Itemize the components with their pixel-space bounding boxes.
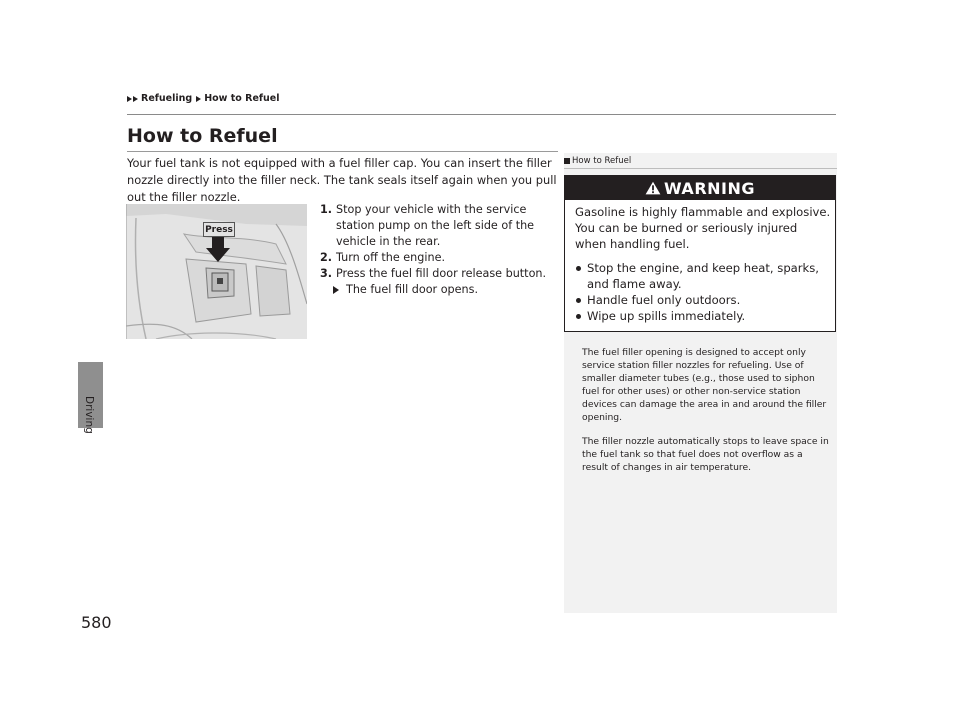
breadcrumb-item[interactable]: How to Refuel [204,93,280,104]
note-paragraph: The fuel filler opening is designed to accept only service station filler nozzles for refueling. Use of smaller diameter tubes (e.g., those used to siphon fuel for other uses) or other non-service station devices can damage the area in and around the filler opening. [582,347,827,423]
result-arrow-icon [333,286,339,294]
chapter-label: Driving [83,396,95,434]
breadcrumb-arrow-icon [133,96,138,102]
breadcrumb-arrow-icon [127,96,132,102]
bullet-icon [576,298,581,303]
step-text: Turn off the engine. [336,251,446,264]
title-rule [127,151,558,152]
press-callout: Press [203,222,235,237]
sidebar-rule [564,168,837,169]
step-text: Stop your vehicle with the service station pump on the left side of the vehicle in the rear. [336,203,535,248]
page-title: How to Refuel [127,125,278,147]
bullet-icon [576,266,581,271]
warning-box [564,175,836,332]
header-rule [127,114,836,115]
step-result-text: The fuel fill door opens. [346,283,479,296]
note-paragraph: The filler nozzle automatically stops to leave space in the fuel tank so that fuel does not overflow as a result of changes in air temperature. [582,436,829,473]
page-number: 580 [81,613,112,632]
step-number: 2. [320,251,333,264]
bullet-icon [576,314,581,319]
step-text: Press the fuel fill door release button. [336,267,547,280]
warning-list-item: Wipe up spills immediately. [575,308,831,324]
warning-text: Gasoline is highly flammable and explosive. You can be burned or seriously injured when handling fuel. [575,205,831,251]
step-number: 1. [320,203,333,216]
warning-list-item: Stop the engine, and keep heat, sparks, and flame away. [575,260,831,292]
breadcrumb-item[interactable]: Refueling [141,93,193,104]
sidebar-notes [582,346,830,485]
warning-list [575,260,831,324]
sidebar-heading-text: How to Refuel [572,156,632,166]
steps-list [320,202,560,298]
step-result [320,282,560,298]
breadcrumb [127,93,279,104]
breadcrumb-arrow-icon [196,96,201,102]
step-item [320,266,560,282]
warning-header [565,176,835,200]
step-number: 3. [320,267,333,280]
warning-title: WARNING [664,178,755,198]
sidebar-heading [564,156,631,166]
warning-triangle-icon [645,181,661,195]
intro-paragraph: Your fuel tank is not equipped with a fuel filler cap. You can insert the filler nozzle directly into the filler neck. The tank seals itself again when you pull out the filler nozzle. [127,156,557,204]
step-item [320,202,560,250]
warning-list-item: Handle fuel only outdoors. [575,292,831,308]
warning-body [575,204,831,324]
square-bullet-icon [564,158,570,164]
step-item [320,250,560,266]
